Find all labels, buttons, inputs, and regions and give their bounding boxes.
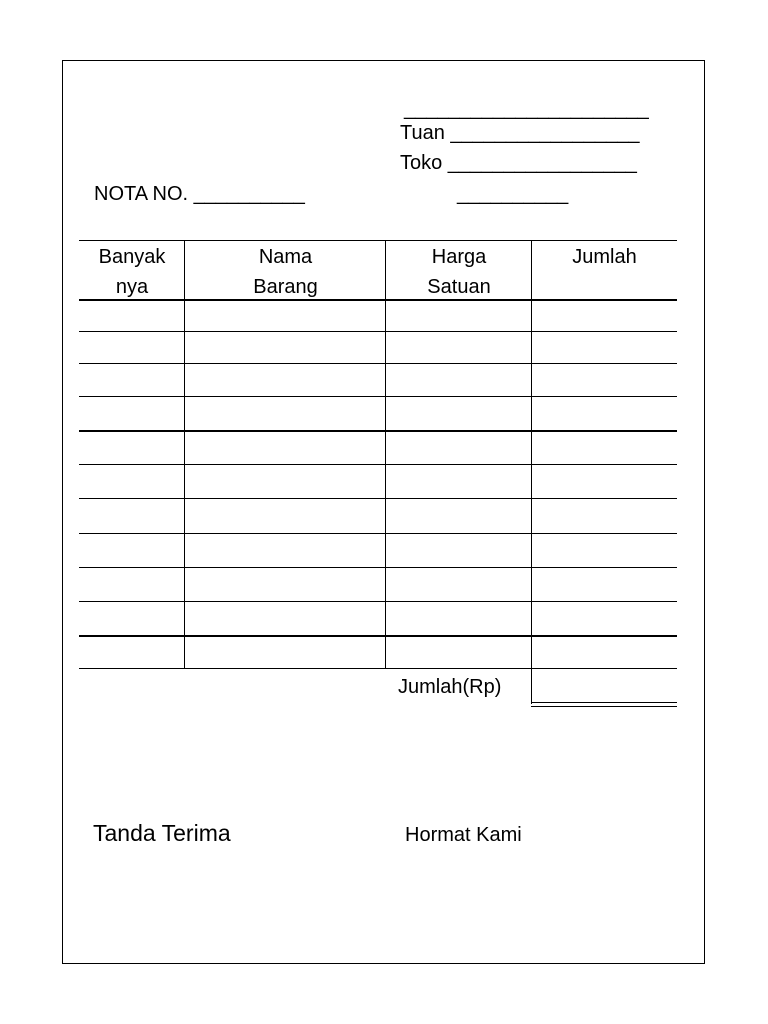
col-divider-1: [184, 241, 185, 668]
tanda-terima-label: Tanda Terima: [93, 820, 231, 846]
col-header-harga-satuan: Harga Satuan: [427, 246, 491, 298]
col-header-nama-barang: Nama Barang: [253, 246, 318, 298]
recipient-blank-line: ______________________: [404, 98, 649, 120]
table-row: [79, 533, 677, 534]
total-double-line-top: [531, 702, 677, 703]
table-row: [79, 668, 677, 669]
address-blank-line: __________: [457, 183, 569, 205]
col-header-banyaknya: Banyak nya: [98, 246, 166, 298]
table-row: [79, 635, 677, 637]
table-row: [79, 601, 677, 602]
table-row: [79, 299, 677, 301]
table-row: [79, 464, 677, 465]
table-row: [79, 430, 677, 432]
toko-field: Toko _________________: [400, 152, 637, 174]
table-row: [79, 331, 677, 332]
total-double-line-bottom: [531, 706, 677, 707]
col-header-jumlah: Jumlah: [572, 246, 637, 268]
col-divider-3: [531, 241, 532, 704]
table-row: [79, 567, 677, 568]
tuan-field: Tuan _________________: [400, 122, 640, 144]
table-top-border: [79, 240, 677, 241]
table-row: [79, 498, 677, 499]
table-row: [79, 363, 677, 364]
nota-number: NOTA NO. __________: [94, 183, 305, 205]
table-row: [79, 396, 677, 397]
hormat-kami-label: Hormat Kami: [405, 824, 522, 846]
total-label: Jumlah(Rp): [398, 676, 502, 698]
col-divider-2: [385, 241, 386, 668]
